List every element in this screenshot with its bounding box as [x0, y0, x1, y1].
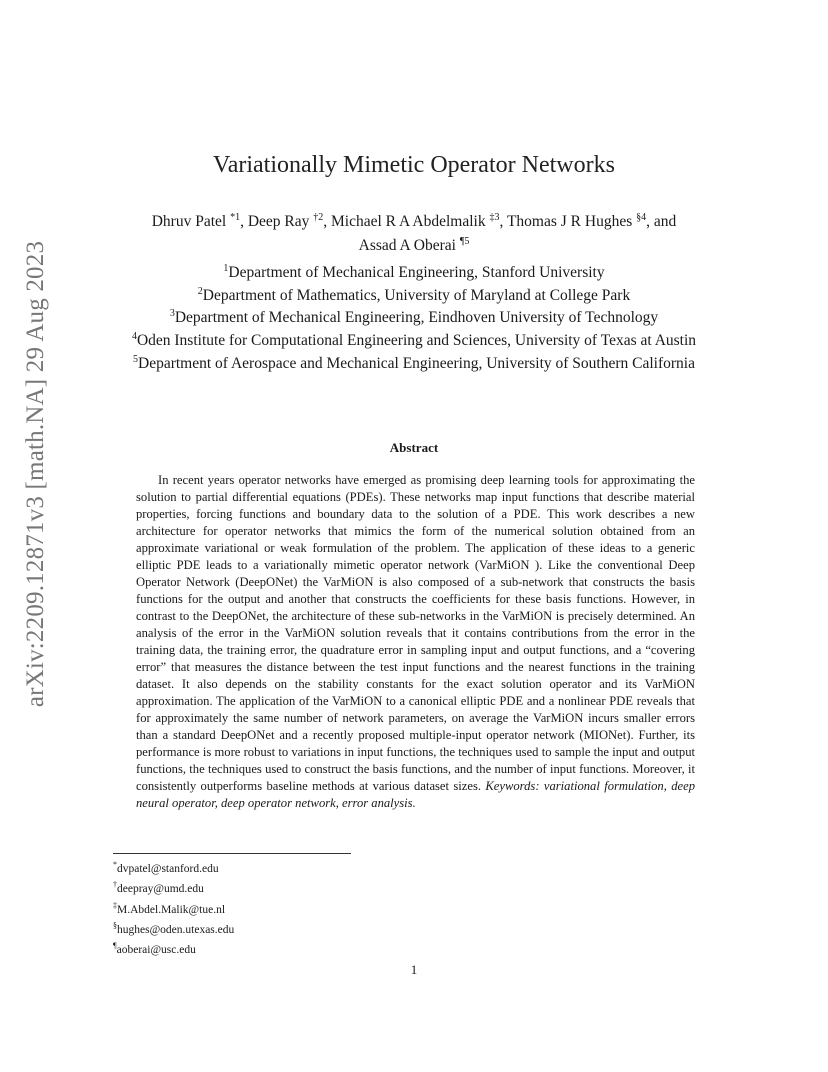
author-mark: §4 [636, 212, 647, 223]
abstract-heading: Abstract [389, 440, 439, 455]
author-mark: ‡3 [489, 212, 500, 223]
author-conjunction: and [653, 213, 677, 231]
footnote-mark: § [113, 920, 117, 930]
affiliation-number: 3 [169, 308, 175, 320]
footnote-email: M.Abdel.Malik@tue.nl [117, 903, 226, 916]
footnote-mark: * [113, 860, 117, 869]
affiliation-number: 2 [197, 285, 203, 297]
footnote-divider [113, 853, 351, 854]
affiliation-text: Oden Institute for Computational Engineering and Sciences, University of Texas at Austin [136, 332, 697, 350]
footnote [113, 898, 513, 918]
affiliation [60, 305, 768, 328]
affiliation-text: Department of Mathematics, University of Maryland at College Park [202, 286, 631, 304]
author-mark: ¶5 [459, 236, 470, 248]
footnote-email: deepray@umd.edu [117, 883, 204, 896]
page-number: 1 [410, 962, 418, 977]
footnote [113, 918, 513, 938]
abstract-body [136, 472, 695, 812]
footnote-email: dvpatel@stanford.edu [117, 862, 219, 875]
affiliation-list [60, 260, 768, 373]
author-name: Deep Ray [247, 213, 310, 231]
abstract-keywords: Keywords: variational formulation, deep neural operator, deep operator network, error analysis. [136, 779, 695, 810]
footnote-mark: † [113, 880, 117, 890]
affiliation [60, 260, 768, 283]
abstract-text: In recent years operator networks have emerged as promising deep learning tools for approximating the solution to partial differential equations (PDEs). These networks map input functions that describe material properties, forcing functions and boundary data to the solution of a PDE. This work describes a new architecture for operator networks that mimics the form of the numerical solution obtained from an approximate variational or weak formulation of the problem. The application of these ideas to a generic elliptic PDE leads to a variationally mimetic operator network (VarMiON ). Like the conventional Deep Operator Network (DeepONet) the VarMiON is also composed of a sub-network that constructs the basis functions for the output and another that constructs the coefficients for these basis functions. However, in contrast to the DeepONet, the architecture of these sub-networks in the VarMiON is precisely determined. An analysis of the error in the VarMiON solution reveals that it contains contributions from the error in the training data, the training error, the quadrature error in sampling input and output functions, and a “covering error” that measures the distance between the test input functions and the nearest functions in the training dataset. It also depends on the stability constants for the exact solution operator and its VarMiON approximation. The application of the VarMiON to a canonical elliptic PDE and a nonlinear PDE reveals that for approximately the same number of network parameters, on average the VarMiON incurs smaller errors than a standard DeepONet and a recently proposed multiple-input operator network (MIONet). Further, its performance is more robust to variations in input functions, the techniques used to sample the input and output functions, the techniques used to construct the basis functions, and the number of input functions. Moreover, it consistently outperforms baseline methods at various dataset sizes. [136, 473, 695, 793]
affiliation [60, 283, 768, 306]
affiliation-text: Department of Aerospace and Mechanical Engineering, University of Southern California [138, 354, 695, 372]
footnote-mark: ‡ [113, 900, 117, 910]
author-name: Assad A Oberai [358, 237, 456, 255]
author-name: Dhruv Patel [151, 213, 227, 231]
affiliation-text: Department of Mechanical Engineering, Eindhoven University of Technology [174, 309, 659, 327]
affiliation-number: 1 [223, 263, 229, 274]
affiliation-number: 4 [131, 330, 137, 342]
author-mark: *1 [230, 212, 241, 223]
author-list: Dhruv Patel $^{*1}$, Deep Ray $^{\dagger 2}$, Michael R A Abdelmalik $^{\ddagger 3}$, Thomas J R Hughes $^{\S 4}$, and Assad A Oberai $^{\P 5}$ [151, 212, 677, 255]
footnote [113, 938, 513, 958]
arxiv-identifier: arXiv:2209.12871v3 [math.NA] 29 Aug 2023 [22, 240, 49, 708]
author-name: Thomas J R Hughes [506, 213, 633, 231]
affiliation-number: 5 [133, 353, 139, 365]
footnote-email: aoberai@usc.edu [116, 944, 196, 957]
author-name: Michael R A Abdelmalik [331, 213, 486, 231]
footnote [113, 857, 513, 877]
footnote-email: hughes@oden.utexas.edu [117, 923, 235, 936]
affiliation-text: Department of Mechanical Engineering, Stanford University [228, 264, 605, 282]
affiliation [60, 351, 768, 374]
author-mark: †2 [313, 212, 324, 223]
footnote [113, 877, 513, 897]
affiliation [60, 328, 768, 351]
footnote-list [113, 857, 513, 959]
footnote-mark: ¶ [113, 941, 117, 951]
paper-title: Variationally Mimetic Operator Networks [213, 152, 615, 178]
